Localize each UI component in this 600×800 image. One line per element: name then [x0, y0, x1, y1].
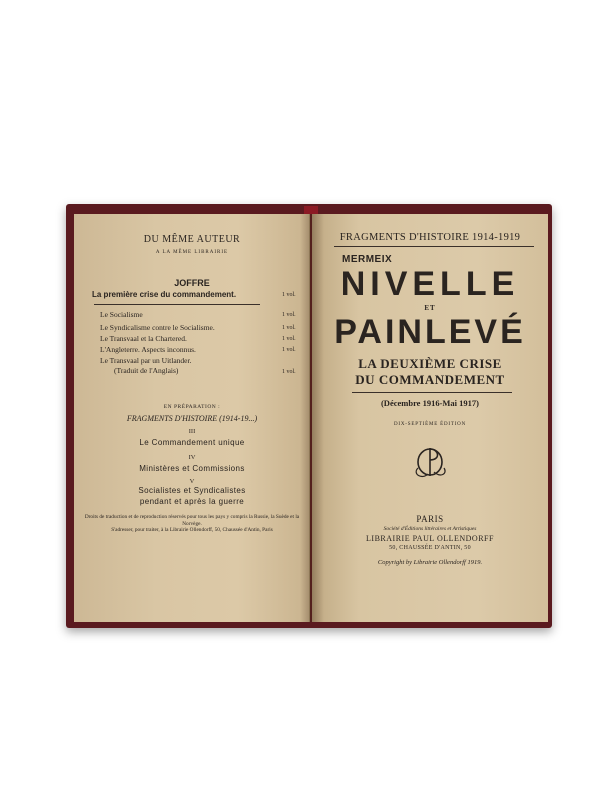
featured-vol: 1 vol.: [282, 292, 296, 298]
work-title: Le Transvaal et la Chartered.: [100, 334, 187, 343]
publishing-society: Société d'Éditions littéraires et Artistiques: [383, 526, 477, 532]
copyright-line: Copyright by Librairie Ollendorff 1919.: [377, 559, 483, 566]
series-underline: [334, 246, 534, 247]
publisher-monogram-icon: [408, 440, 452, 484]
volume-number: V: [189, 478, 195, 485]
work-vol: 1 vol.: [282, 336, 296, 342]
work-title: L'Angleterre. Aspects inconnus.: [100, 345, 196, 354]
subtitle-underline: [352, 392, 512, 393]
rights-text: Droits de traduction et de reproduction réservés pour tous les pays y compris la Russie, la Suède et la Norvège.: [84, 514, 300, 527]
edition-label: DIX-SEPTIÈME ÉDITION: [394, 422, 466, 427]
series-title: FRAGMENTS D'HISTOIRE (1914-19...): [126, 414, 258, 423]
volume-title: Ministères et Commissions: [139, 464, 245, 473]
publication-city: PARIS: [416, 514, 444, 524]
work-title: Le Socialisme: [100, 310, 143, 319]
work-vol: 1 vol.: [282, 347, 296, 353]
rights-notice: [84, 514, 300, 534]
volume-number: III: [188, 428, 196, 435]
right-page: [312, 214, 548, 622]
publisher-name: LIBRAIRIE PAUL OLLENDORFF: [366, 534, 494, 543]
same-author-heading: DU MÊME AUTEUR: [143, 234, 241, 245]
bookmark-ribbon: [304, 206, 318, 214]
subtitle-line-2: DU COMMANDEMENT: [355, 372, 505, 387]
main-title-2: PAINLEVÉ: [334, 313, 526, 351]
volume-title: Le Commandement unique: [139, 438, 245, 447]
volume-number: IV: [188, 454, 196, 461]
work-vol: 1 vol.: [282, 325, 296, 331]
contact-text: S'adresser, pour traiter, à la Librairie Ollendorff, 50, Chaussée d'Antin, Paris: [111, 527, 273, 534]
volume-title: Socialistes et Syndicalistes: [138, 486, 246, 495]
work-title: Le Transvaal par un Uitlander.: [100, 356, 192, 365]
publisher-address: 50, CHAUSSÉE D'ANTIN, 50: [389, 545, 471, 551]
featured-title: JOFFRE: [174, 278, 210, 288]
volume-title-line2: pendant et après la guerre: [139, 497, 245, 506]
work-title: (Traduit de l'Anglais): [114, 366, 179, 375]
main-title-1: NIVELLE: [340, 265, 520, 303]
date-range: (Décembre 1916-Mai 1917): [380, 398, 480, 408]
divider-rule: [94, 304, 260, 305]
in-preparation-heading: EN PRÉPARATION :: [163, 404, 221, 410]
featured-subtitle: La première crise du commandement.: [92, 290, 237, 299]
series-heading: FRAGMENTS D'HISTOIRE 1914-1919: [339, 232, 521, 243]
publisher-line: A LA MÊME LIBRAIRIE: [155, 250, 229, 255]
left-page: [74, 214, 310, 622]
book-gutter: [300, 214, 324, 622]
title-conjunction: ET: [424, 304, 436, 312]
work-vol: 1 vol.: [282, 312, 296, 318]
author-name: MERMEIX: [342, 254, 393, 265]
work-title: Le Syndicalisme contre le Socialisme.: [100, 323, 215, 332]
subtitle-line-1: LA DEUXIÈME CRISE: [358, 356, 502, 371]
work-vol: 1 vol.: [282, 369, 296, 375]
